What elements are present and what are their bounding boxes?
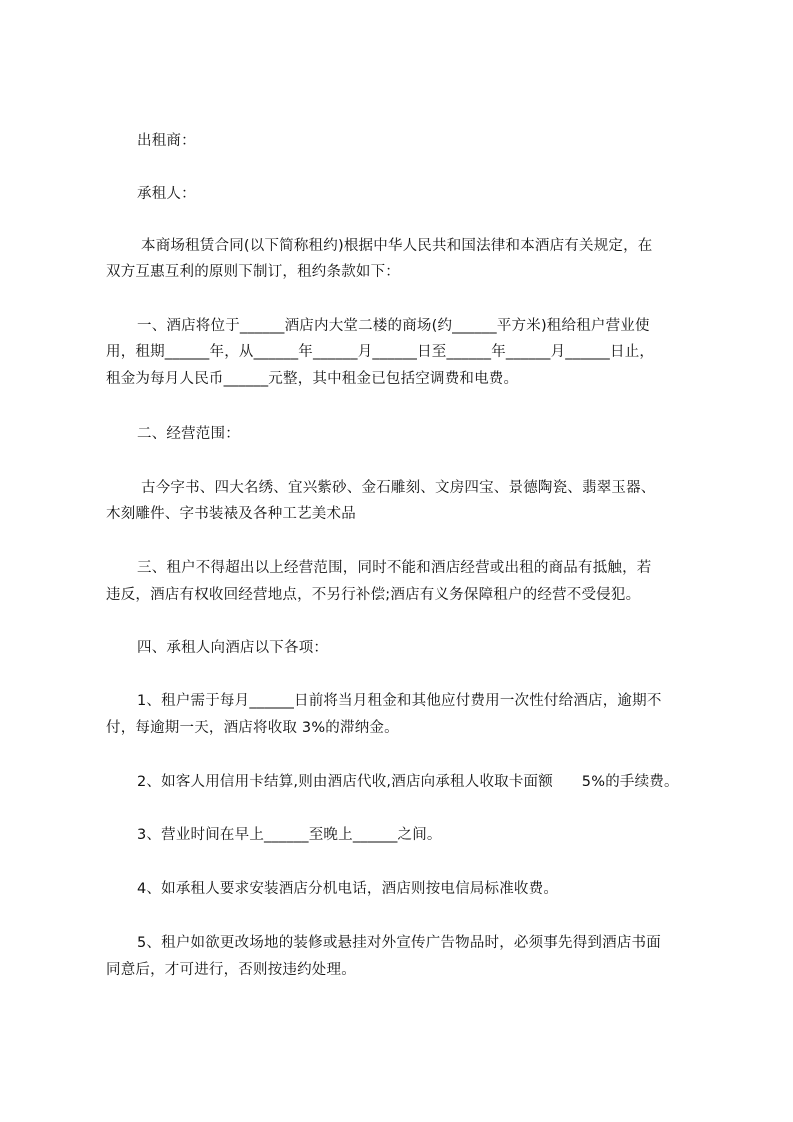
clause-4-heading: 四、承租人向酒店以下各项： [137, 640, 329, 656]
intro-line-1: 本商场租赁合同(以下简称租约)根据中华人民共和国法律和本酒店有关规定，在 [141, 238, 653, 254]
clause-3-line-1: 三、租户不得超出以上经营范围，同时不能和酒店经营或出租的商品有抵触，若 [137, 560, 652, 576]
clause-4-item-3: 3、营业时间在早上______至晚上______之间。 [137, 827, 442, 843]
clause-4-item-4: 4、如承租人要求安装酒店分机电话，酒店则按电信局标准收费。 [137, 881, 559, 897]
clause-1-line-2: 用，租期______年，从______年______月______日至______年______月______日止， [106, 344, 655, 360]
clause-2-heading: 二、经营范围： [137, 426, 240, 442]
clause-4-item-1-line-1: 1、租户需于每月______日前将当月租金和其他应付费用一次性付给酒店，逾期不 [137, 693, 662, 709]
clause-2-line-2: 木刻雕件、字书装裱及各种工艺美术品 [106, 506, 356, 522]
clause-4-item-5-line-1: 5、租户如欲更改场地的装修或悬挂对外宣传广告物品时，必须事先得到酒店书面 [137, 935, 661, 951]
clause-1-line-3: 租金为每月人民币______元整，其中租金已包括空调费和电费。 [106, 371, 519, 387]
clause-3-line-2: 违反，酒店有权收回经营地点，不另行补偿;酒店有义务保障租户的经营不受侵犯。 [106, 587, 641, 603]
clause-4-item-1-line-2: 付，每逾期一天，酒店将收取 3%的滞纳金。 [106, 720, 399, 736]
clause-4-item-5-line-2: 同意后，才可进行，否则按违约处理。 [106, 962, 356, 978]
lessor-label: 出租商： [137, 133, 196, 149]
clause-1-line-1: 一、酒店将位于______酒店内大堂二楼的商场(约______平方米)租给租户营业使 [137, 318, 650, 334]
lessee-label: 承租人： [137, 186, 196, 202]
intro-line-2: 双方互惠互利的原则下制订，租约条款如下： [106, 264, 400, 280]
clause-2-line-1: 古今字书、四大名绣、宜兴紫砂、金石雕刻、文房四宝、景德陶瓷、翡翠玉器、 [141, 480, 656, 496]
clause-4-item-2: 2、如客人用信用卡结算,则由酒店代收,酒店向承租人收取卡面额 5%的手续费。 [137, 774, 679, 790]
